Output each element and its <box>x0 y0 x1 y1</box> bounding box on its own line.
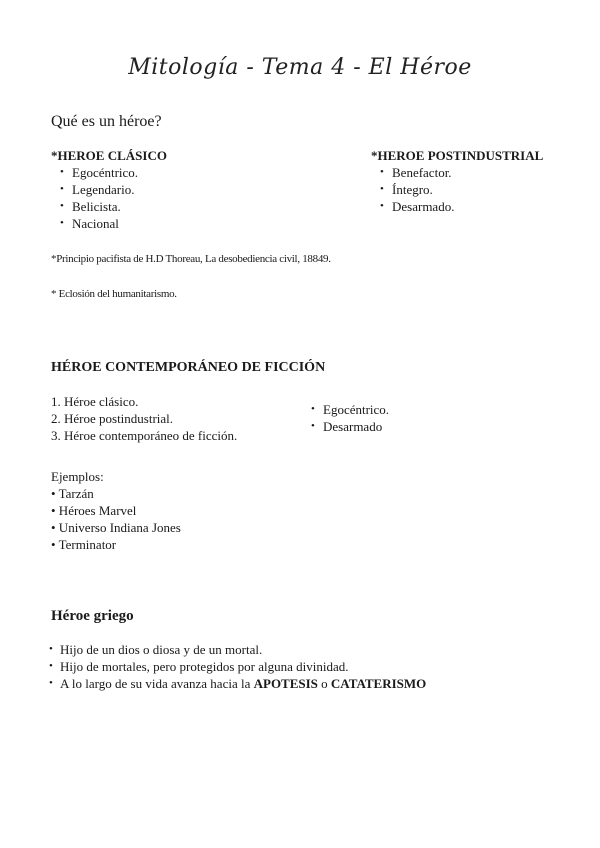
list-item <box>49 675 426 692</box>
clasico-section <box>51 148 167 232</box>
ejemplos-label: Ejemplos: <box>51 469 104 484</box>
list-item: 1. Héroe clásico. <box>51 394 139 409</box>
list-item: • Desarmado <box>302 418 389 435</box>
note-humanitarismo: * Eclosión del humanitarismo. <box>51 288 177 300</box>
postindustrial-heading: *HEROE POSTINDUSTRIAL <box>371 148 544 163</box>
griego-last-prefix: A lo largo de su vida avanza hacia la <box>60 676 254 691</box>
clasico-heading: *HEROE CLÁSICO <box>51 148 167 163</box>
list-item: 2. Héroe postindustrial. <box>51 411 174 426</box>
clasico-list <box>51 164 167 232</box>
postindustrial-section <box>371 148 543 215</box>
list-item: • Íntegro. <box>371 181 543 198</box>
griego-last-mid: o <box>317 676 331 691</box>
apotesis-term: APOTESIS <box>253 676 318 691</box>
contemporaneo-heading: HÉROE CONTEMPORÁNEO DE FICCIÓN <box>51 360 326 375</box>
question-heading: Qué es un héroe? <box>51 113 162 130</box>
list-item: • Benefactor. <box>371 164 543 181</box>
contemporaneo-traits <box>302 401 389 435</box>
griego-heading: Héroe griego <box>51 608 134 624</box>
list-item: 3. Héroe contemporáneo de ficción. <box>51 428 238 443</box>
list-item: • Desarmado. <box>371 198 543 215</box>
list-item: • Hijo de un dios o diosa y de un mortal. <box>49 641 426 658</box>
list-item: • Egocéntrico. <box>51 164 167 181</box>
page-title: Mitología - Tema 4 - El Héroe <box>128 55 472 80</box>
cataterismo-term: CATATERISMO <box>330 676 427 691</box>
contemporaneo-numbered-list <box>51 393 237 444</box>
list-item: • Belicista. <box>51 198 167 215</box>
postindustrial-list <box>371 164 543 215</box>
ejemplos-section <box>51 468 181 553</box>
list-item: • Legendario. <box>51 181 167 198</box>
griego-list <box>49 641 426 692</box>
list-item: • Héroes Marvel <box>51 503 137 518</box>
list-item: • Hijo de mortales, pero protegidos por alguna divinidad. <box>49 658 426 675</box>
note-thoreau: *Principio pacifista de H.D Thoreau, La desobediencia civil, 18849. <box>51 253 331 265</box>
list-item: • Tarzán <box>51 486 94 501</box>
list-item: • Terminator <box>51 537 117 552</box>
list-item: • Nacional <box>51 215 167 232</box>
list-item: • Universo Indiana Jones <box>51 520 181 535</box>
list-item: • Egocéntrico. <box>302 401 389 418</box>
